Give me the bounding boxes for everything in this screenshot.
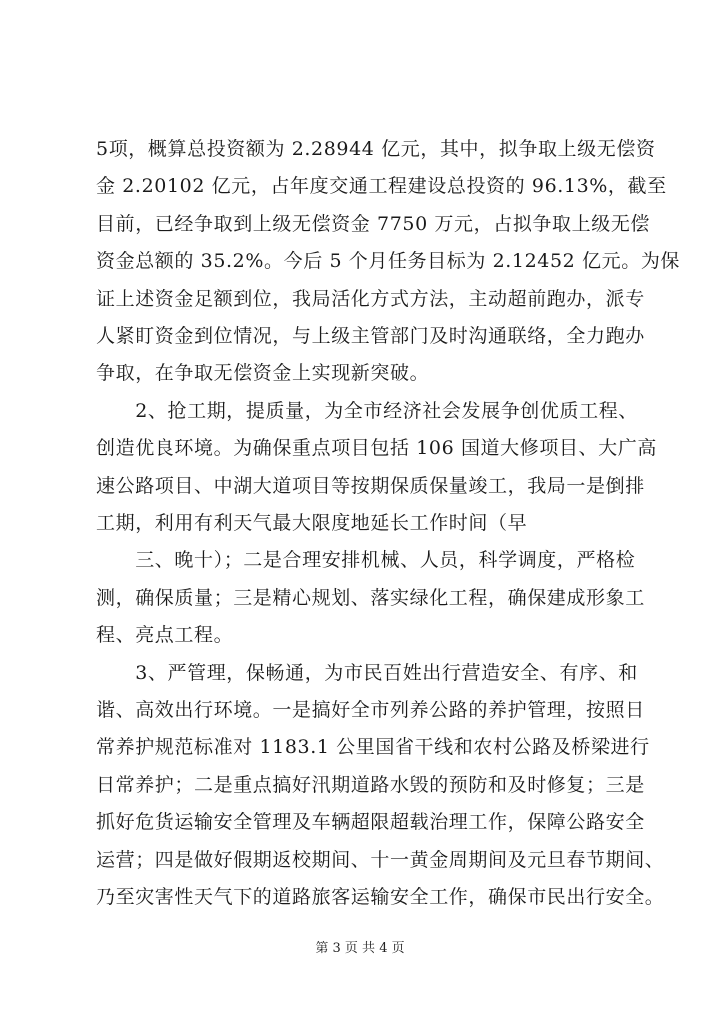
text-line: 日常养护；二是重点搞好汛期道路水毁的预防和及时修复；三是: [96, 773, 645, 796]
text-line: 抓好危货运输安全管理及车辆超限超载治理工作，保障公路安全: [96, 811, 645, 834]
text-line: 人紧盯资金到位情况，与上级主管部门及时沟通联络，全力跑办: [96, 325, 645, 347]
text-line: 金 2.20102 亿元，占年度交通工程建设总投资的 96.13%，截至: [96, 175, 667, 198]
text-line: 三、晚十）；二是合理安排机械、人员，科学调度，严格检: [96, 549, 636, 572]
text-line: 运营；四是做好假期返校期间、十一黄金周期间及元旦春节期间、: [96, 848, 665, 871]
text-line: 资金总额的 35.2%。今后 5 个月任务目标为 2.12452 亿元。为保: [96, 250, 681, 273]
text-line: 速公路项目、中湖大道项目等按期保质保量竣工，我局一是倒排: [96, 474, 645, 497]
text-line: 程、亮点工程。: [96, 624, 234, 647]
text-line: 3、严管理，保畅通，为市民百姓出行营造安全、有序、和: [96, 661, 638, 684]
text-line: 测，确保质量；三是精心规划、落实绿化工程，确保建成形象工: [96, 586, 645, 609]
text-line: 乃至灾害性天气下的道路旅客运输安全工作，确保市民出行安全。: [96, 886, 665, 908]
page-footer: 第 3 页 共 4 页: [315, 941, 405, 956]
text-line: 争取，在争取无偿资金上实现新突破。: [96, 362, 430, 385]
text-line: 2、抢工期，提质量，为全市经济社会发展争创优质工程、: [96, 399, 638, 422]
text-line: 创造优良环境。为确保重点项目包括 106 国道大修项目、大广高: [96, 437, 657, 460]
text-line: 谐、高效出行环境。一是搞好全市列养公路的养护管理，按照日: [96, 699, 645, 721]
text-line: 常养护规范标准对 1183.1 公里国省干线和农村公路及桥梁进行: [96, 736, 650, 759]
text-line: 证上述资金足额到位，我局活化方式方法，主动超前跑办，派专: [96, 287, 645, 310]
text-line: 目前，已经争取到上级无偿资金 7750 万元，占拟争取上级无偿: [96, 212, 651, 235]
text-line: 5项，概算总投资额为 2.28944 亿元，其中，拟争取上级无偿资: [96, 138, 656, 160]
text-line: 工期，利用有利天气最大限度地延长工作时间（早: [96, 512, 528, 534]
